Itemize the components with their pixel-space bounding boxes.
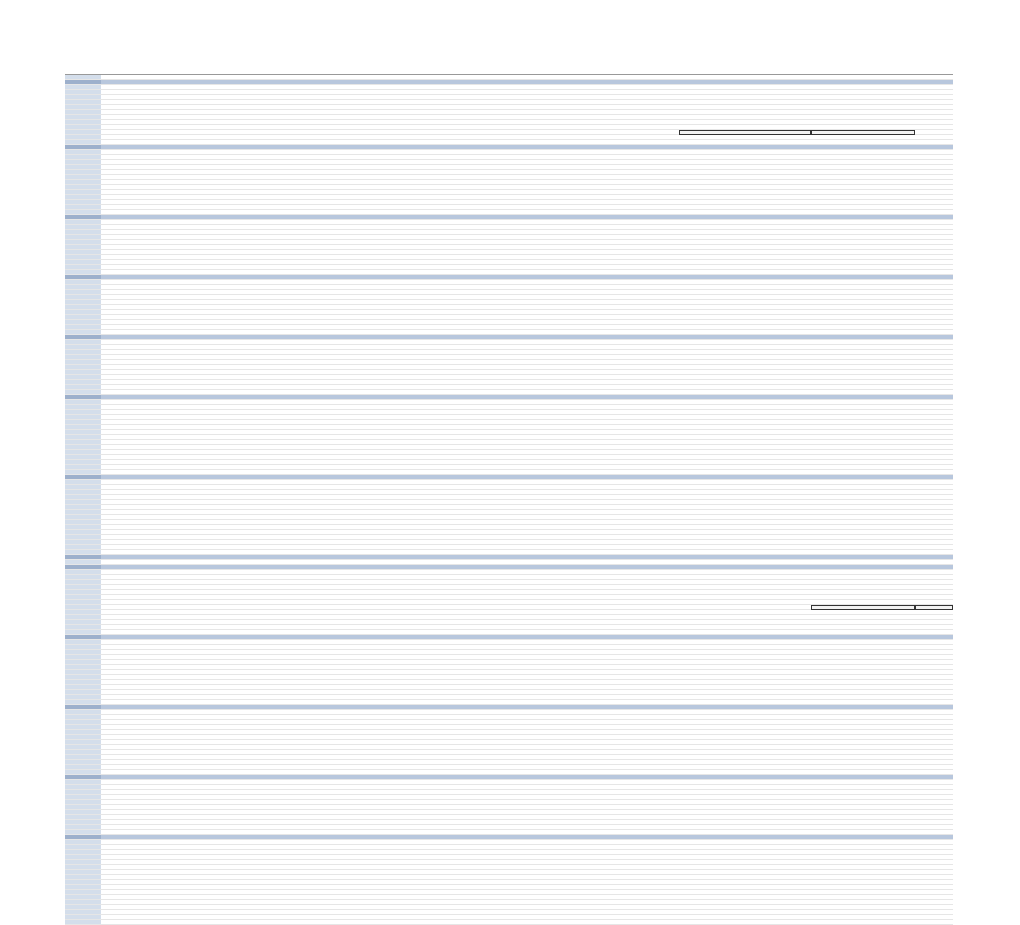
table-cell[interactable] <box>137 920 239 925</box>
table-body <box>65 75 953 925</box>
table-cell[interactable] <box>321 920 411 925</box>
table-cell[interactable] <box>101 920 123 925</box>
table-row <box>65 920 953 925</box>
table-cell[interactable] <box>811 920 915 925</box>
table-cell[interactable] <box>489 920 545 925</box>
table-cell[interactable] <box>915 920 953 925</box>
table-cell[interactable] <box>601 920 679 925</box>
table-cell[interactable] <box>239 920 321 925</box>
spreadsheet-table <box>65 70 953 925</box>
table-cell[interactable] <box>123 920 137 925</box>
table-cell[interactable] <box>679 920 811 925</box>
table-cell[interactable] <box>411 920 489 925</box>
table-cell[interactable] <box>65 920 101 925</box>
table-cell[interactable] <box>545 920 601 925</box>
